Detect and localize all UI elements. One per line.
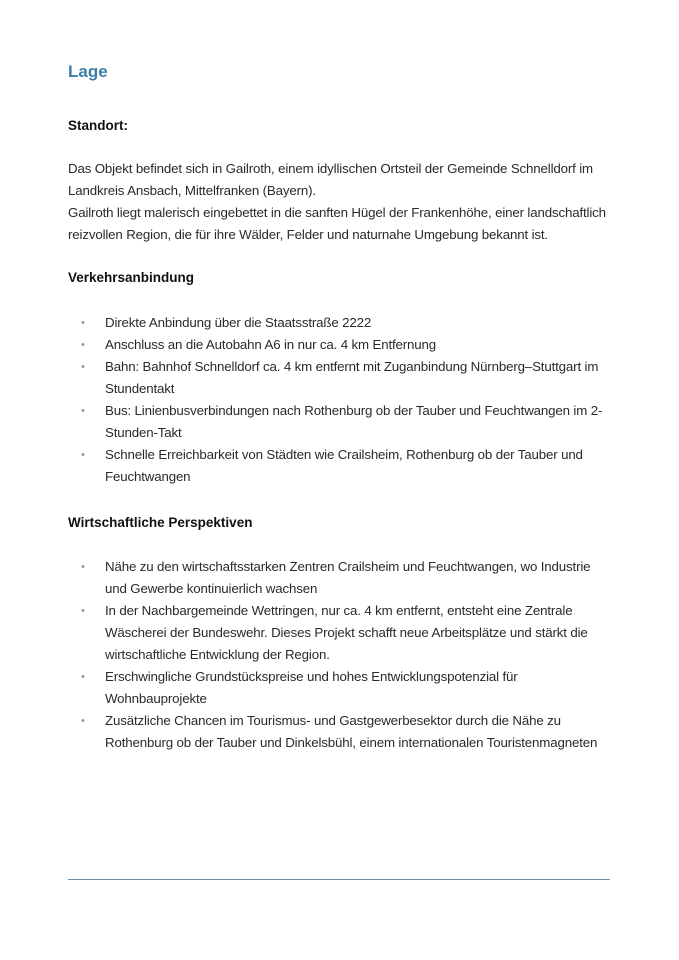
bullet-icon: • [81, 449, 85, 461]
bullet-icon: • [81, 671, 85, 683]
list-item [68, 400, 613, 444]
bullet-icon: • [81, 339, 85, 351]
bullet-icon: • [81, 317, 85, 329]
item-text: In der Nachbargemeinde Wettringen, nur ca. 4 km entfernt, entsteht eine Zentrale Wäscherei der Bundeswehr. Dieses Projekt schafft neue Arbeitsplätze und stärkt die wirtschaftliche Entwicklung der Region. [105, 603, 588, 662]
section-title: Lage [68, 62, 108, 81]
list-item [68, 600, 613, 666]
bullet-icon: • [81, 405, 85, 417]
item-text: Zusätzliche Chancen im Tourismus- und Gastgewerbesektor durch die Nähe zu Rothenburg ob der Tauber und Dinkelsbühl, einem internationalen Touristenmagneten [105, 713, 598, 750]
verkehr-list [68, 312, 613, 488]
item-text: Erschwingliche Grundstückspreise und hohes Entwicklungspotenzial für Wohnbauprojekte [105, 669, 518, 706]
wirtschaft-heading: Wirtschaftliche Perspektiven [68, 515, 253, 530]
standort-text [68, 158, 613, 246]
list-item [68, 444, 613, 488]
item-text: Anschluss an die Autobahn A6 in nur ca. 4 km Entfernung [105, 337, 437, 352]
list-item [68, 710, 613, 754]
list-item [68, 312, 613, 334]
paragraph: Das Objekt befindet sich in Gailroth, einem idyllischen Ortsteil der Gemeinde Schnelldorf im Landkreis Ansbach, Mittelfranken (Bayern). [68, 161, 593, 198]
list-item [68, 556, 613, 600]
bullet-icon: • [81, 715, 85, 727]
item-text: Bus: Linienbusverbindungen nach Rothenburg ob der Tauber und Feuchtwangen im 2-Stunden-Takt [105, 403, 603, 440]
bullet-icon: • [81, 561, 85, 573]
item-text: Schnelle Erreichbarkeit von Städten wie Crailsheim, Rothenburg ob der Tauber und Feuchtwangen [105, 447, 583, 484]
paragraph: Gailroth liegt malerisch eingebettet in die sanften Hügel der Frankenhöhe, einer landschaftlich reizvollen Region, die für ihre Wälder, Felder und naturnahe Umgebung bekannt ist. [68, 205, 606, 242]
footer-divider [68, 879, 610, 880]
list-item [68, 356, 613, 400]
list-item [68, 334, 613, 356]
standort-heading: Standort: [68, 118, 128, 133]
item-text: Direkte Anbindung über die Staatsstraße 2222 [105, 315, 372, 330]
bullet-icon: • [81, 605, 85, 617]
item-text: Nähe zu den wirtschaftsstarken Zentren Crailsheim und Feuchtwangen, wo Industrie und Gewerbe kontinuierlich wachsen [105, 559, 591, 596]
document-page [68, 60, 613, 754]
item-text: Bahn: Bahnhof Schnelldorf ca. 4 km entfernt mit Zuganbindung Nürnberg–Stuttgart im Stundentakt [105, 359, 599, 396]
bullet-icon: • [81, 361, 85, 373]
verkehr-heading: Verkehrsanbindung [68, 270, 195, 285]
wirtschaft-list [68, 556, 613, 754]
list-item [68, 666, 613, 710]
